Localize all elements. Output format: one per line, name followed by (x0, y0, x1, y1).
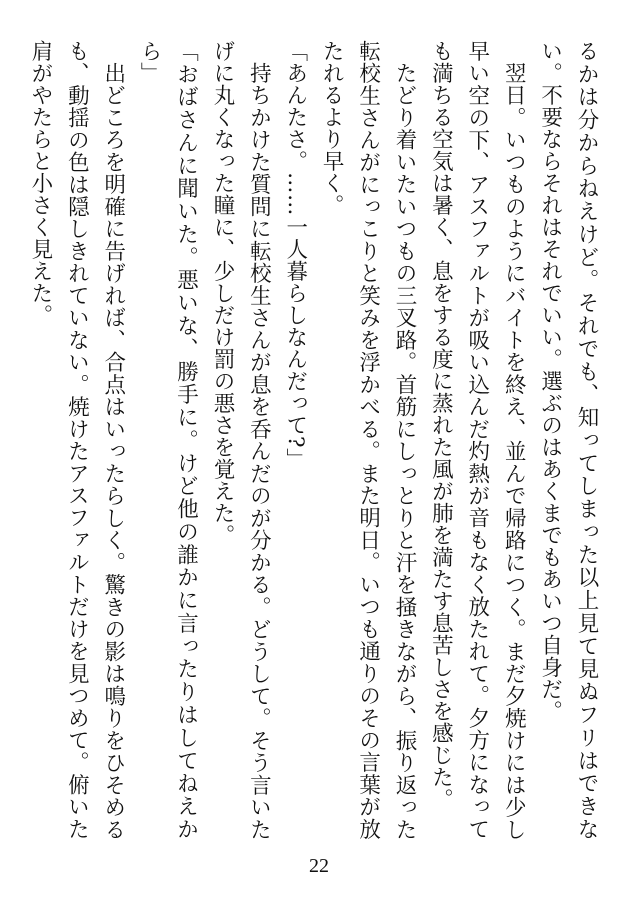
paragraph-1: るかは分からねえけど。それでも、知ってしまった以上見て見ぬフリはできない。不要ならそれはそれでいい。選ぶのはあくまでもあいつ自身だ。 (537, 40, 599, 840)
vertical-text-body (24, 40, 604, 840)
paragraph-6-dialogue: 「おばさんに聞いた。悪いな、勝手に。けど他の誰かに言ったりはしてねえから」 (137, 40, 199, 840)
paragraph-2: 翌日。いつものようにバイトを終え、並んで帰路につく。まだ夕焼けには少し早い空の下、アスファルトが吸い込んだ灼熱が音もなく放たれて。夕方になっても満ちる空気は暑く、息をする度に蒸れた風が肺を満たす息苦しさを感じた。 (428, 40, 527, 840)
page-number: 22 (309, 855, 329, 877)
paragraph-5: 持ちかけた質問に転校生さんが息を呑んだのが分かる。どうして。そう言いたげに丸くなった瞳に、少しだけ罰の悪さを覚えた。 (209, 40, 272, 840)
paragraph-7: 出どころを明確に告げれば、合点はいったらしく。驚きの影は鳴りをひそめるも、動揺の色は隠しきれていない。焼けたアスファルトだけを見つめて。俯いた肩がやたらと小さく見えた。 (27, 40, 126, 840)
paragraph-4-dialogue: 「あんたさ。……一人暮らしなんだって?」 (282, 40, 308, 471)
paragraph-3: たどり着いたいつもの三叉路。首筋にしっとりと汗を掻きながら、振り返った転校生さんがにっこりと笑みを浮かべる。また明日。いつも通りのその言葉が放たれるより早く。 (319, 40, 417, 840)
